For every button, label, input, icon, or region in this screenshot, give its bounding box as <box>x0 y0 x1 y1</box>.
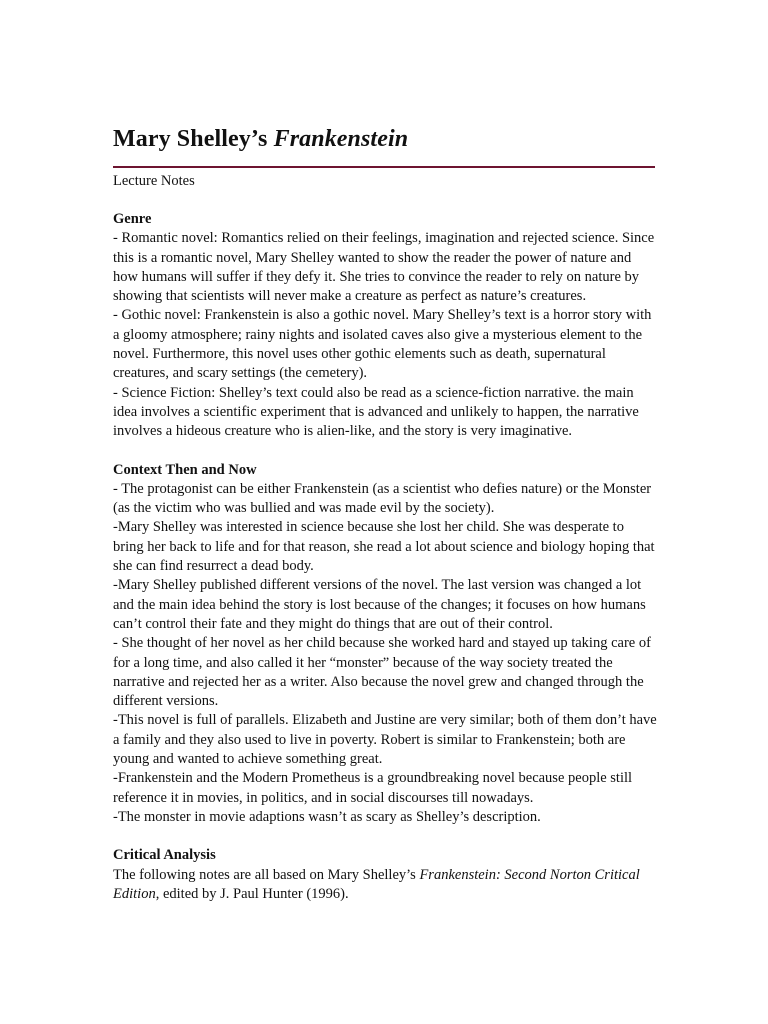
paragraph: -Mary Shelley published different versions of the novel. The last version was changed a lot and the main idea behind the story is lost because of the changes; it focuses on how humans can’t control their fate and they might do things that are out of their control. <box>113 577 646 632</box>
paragraph <box>113 866 657 905</box>
title-author: Mary Shelley’s <box>113 126 274 152</box>
section-context <box>113 461 655 828</box>
paragraph: -This novel is full of parallels. Elizabeth and Justine are very similar; both of them don’t have a family and they also used to live in poverty. Robert is similar to Frankenstein; both are young and wanted to achieve something great. <box>113 712 657 768</box>
title-divider <box>113 166 655 168</box>
paragraph: - Science Fiction: Shelley’s text could also be read as a science-fiction narrative. the main idea involves a scientific experiment that is advanced and unlikely to happen, the narrative involves a hideous creature who is alien-like, and the story is very imaginative. <box>113 384 639 440</box>
section-critical-analysis <box>113 846 655 904</box>
title-work: Frankenstein <box>273 126 409 152</box>
paragraph: - The protagonist can be either Frankenstein (as a scientist who defies nature) or the Monster (as the victim who was bullied and was made evil by the society). <box>113 480 652 517</box>
section-heading: Critical Analysis <box>113 847 216 864</box>
intro-text: The following notes are all based on Mary Shelley’s <box>113 866 420 883</box>
paragraph: - Gothic novel: Frankenstein is also a gothic novel. Mary Shelley’s text is a horror story with a gloomy atmosphere; rainy nights and isolated caves also give a mysterious element to the novel. Furthermore, this novel uses other gothic elements such as death, supernatural creatures, and scary settings (the cemetery). <box>113 307 652 382</box>
section-heading: Genre <box>113 211 152 227</box>
intro-citation: , edited by J. Paul Hunter (1996). <box>155 885 349 902</box>
section-genre <box>113 210 655 442</box>
paragraph: -Mary Shelley was interested in science because she lost her child. She was desperate to bring her back to life and for that reason, she read a lot about science and biology hoping that she can find resurrect a dead body. <box>113 519 655 575</box>
document-subtitle: Lecture Notes <box>113 173 195 189</box>
section-heading: Context Then and Now <box>113 461 257 478</box>
paragraph: -The monster in movie adaptions wasn’t as scary as Shelley’s description. <box>113 808 541 825</box>
book-title: Frankenstein: Second Norton Critical Edition <box>113 866 640 902</box>
paragraph: - Romantic novel: Romantics relied on their feelings, imagination and rejected science. Since this is a romantic novel, Mary Shelley wanted to show the reader the power of nature and how humans will suffer if they defy it. She tries to convince the reader to rely on nature by showing that scientists will never make a creature as perfect as nature’s creatures. <box>113 230 655 305</box>
page-title <box>113 124 655 154</box>
paragraph: - She thought of her novel as her child because she worked hard and stayed up taking care of for a long time, and also called it her “monster” because of the way society treated the narrative and rejected her as a writer. Also because the novel grew and changed through the different versions. <box>113 635 651 710</box>
paragraph: -Frankenstein and the Modern Prometheus is a groundbreaking novel because people still reference it in movies, in politics, and in social discourses till nowadays. <box>113 770 633 806</box>
